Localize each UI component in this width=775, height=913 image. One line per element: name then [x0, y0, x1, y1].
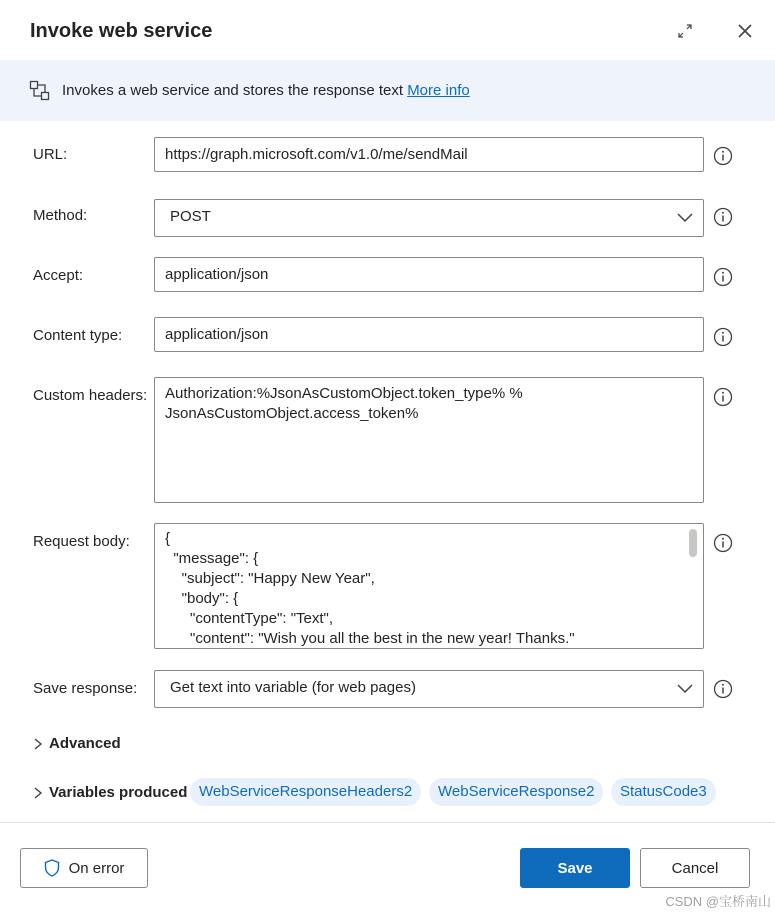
save-response-dropdown[interactable] [154, 670, 704, 708]
expand-icon[interactable] [676, 22, 694, 40]
url-label: URL: [33, 146, 68, 163]
advanced-label: Advanced [49, 735, 121, 752]
on-error-button[interactable] [20, 848, 148, 888]
method-info-icon[interactable] [713, 207, 733, 227]
url-input[interactable]: https://graph.microsoft.com/v1.0/me/sendMail [154, 137, 704, 172]
request-body-label: Request body: [33, 533, 130, 550]
request-body-scrollbar[interactable] [689, 529, 697, 557]
content-type-label: Content type: [33, 327, 123, 344]
custom-headers-info-icon[interactable] [713, 387, 733, 407]
method-dropdown[interactable] [154, 199, 704, 237]
footer-divider [0, 822, 775, 823]
dialog-title: Invoke web service [30, 20, 213, 42]
chevron-down-icon [677, 681, 693, 695]
on-error-label: On error [68, 859, 125, 877]
variables-produced-toggle[interactable] [33, 784, 187, 801]
info-bar-text [62, 82, 470, 99]
variable-chip[interactable]: WebServiceResponseHeaders2 [190, 778, 421, 806]
more-info-link[interactable]: More info [407, 82, 470, 99]
custom-headers-label: Custom headers: [33, 387, 148, 404]
chevron-right-icon [33, 737, 43, 751]
content-type-info-icon[interactable] [713, 327, 733, 347]
method-label: Method: [33, 207, 88, 224]
info-description: Invokes a web service and stores the response text [62, 82, 408, 99]
accept-label: Accept: [33, 267, 84, 284]
close-icon[interactable] [736, 22, 754, 40]
save-response-label: Save response: [33, 680, 138, 697]
advanced-toggle[interactable] [33, 735, 121, 752]
variables-produced-label: Variables produced [49, 784, 188, 801]
info-bar [0, 60, 775, 121]
variable-chip[interactable]: StatusCode3 [611, 778, 716, 806]
shield-icon [44, 859, 60, 877]
request-body-textarea[interactable] [154, 523, 704, 649]
accept-info-icon[interactable] [713, 267, 733, 287]
variable-chip[interactable]: WebServiceResponse2 [429, 778, 603, 806]
content-type-input[interactable]: application/json [154, 317, 704, 352]
custom-headers-textarea[interactable]: Authorization:%JsonAsCustomObject.token_type% % JsonAsCustomObject.access_token% [154, 377, 704, 503]
method-value: POST [170, 208, 211, 225]
chevron-down-icon [677, 210, 693, 224]
chevron-right-icon [33, 786, 43, 800]
watermark: CSDN @宝桥南山 [665, 894, 771, 909]
request-body-info-icon[interactable] [713, 533, 733, 553]
accept-input[interactable]: application/json [154, 257, 704, 292]
save-response-value: Get text into variable (for web pages) [170, 679, 416, 696]
cancel-button[interactable]: Cancel [640, 848, 750, 888]
request-body-text: { "message": { "subject": "Happy New Year", "body": { "contentType": "Text", "content": "Wish you all the best in the new year! Thanks." [165, 530, 575, 647]
url-info-icon[interactable] [713, 146, 733, 166]
save-button[interactable]: Save [520, 848, 630, 888]
save-response-info-icon[interactable] [713, 679, 733, 699]
web-service-icon [29, 80, 51, 102]
